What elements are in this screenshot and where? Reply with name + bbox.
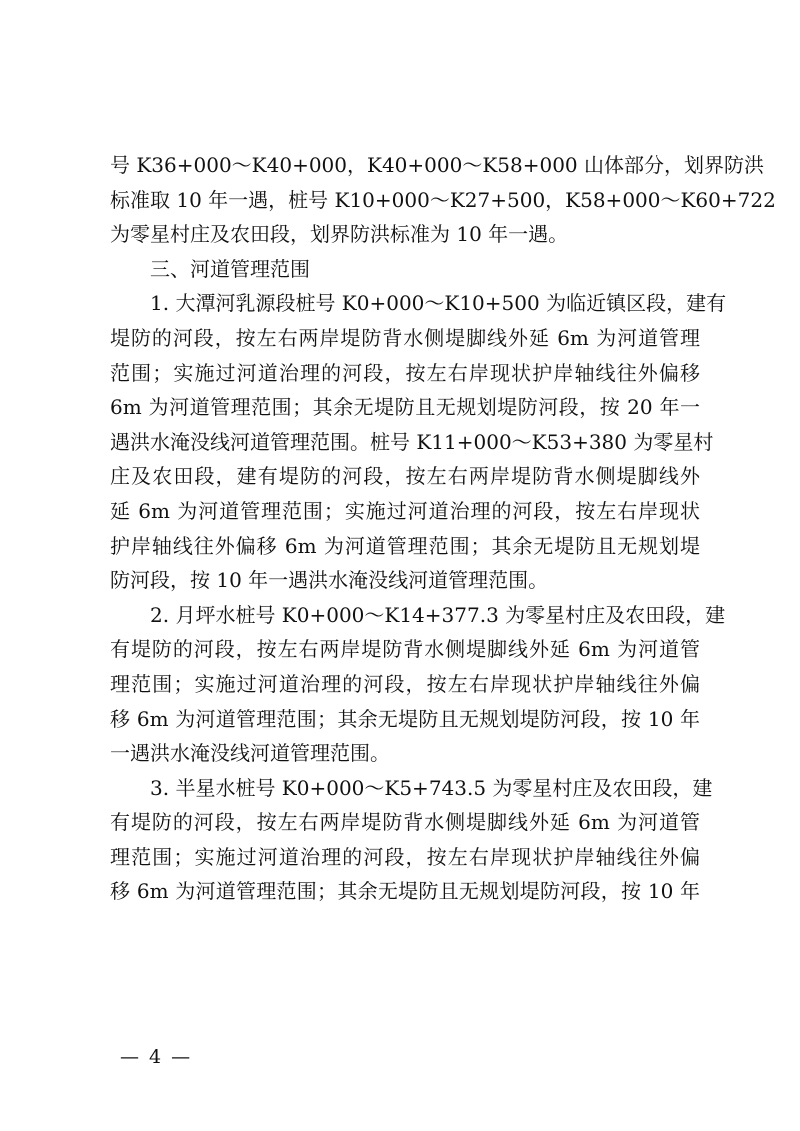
text-line: 号 K36+000～K40+000，K40+000～K58+000 山体部分，划界防洪 — [110, 153, 765, 177]
text-line: 为零星村庄及农田段，划界防洪标准为 10 年一遇。 — [110, 222, 569, 247]
text-line: 遇洪水淹没线河道管理范围。桩号 K11+000～K53+380 为零星村 — [110, 429, 714, 454]
text-line: 理范围；实施过河道治理的河段，按左右岸现状护岸轴线往外偏 — [110, 671, 700, 696]
text-line: 6m 为河道管理范围；其余无堤防且无规划堤防河段，按 20 年一 — [110, 395, 700, 420]
text-line: 3. 半星水桩号 K0+000～K5+743.5 为零星村庄及农田段，建 — [150, 775, 713, 800]
text-line: 庄及农田段，建有堤防的河段，按左右两岸堤防背水侧堤脚线外 — [110, 464, 700, 489]
text-line: 移 6m 为河道管理范围；其余无堤防且无规划堤防河段，按 10 年 — [110, 879, 700, 904]
paragraph-item-1 — [110, 286, 727, 597]
text-line: 范围；实施过河道治理的河段，按左右岸现状护岸轴线往外偏移 — [110, 360, 700, 385]
text-line: 一遇洪水淹没线河道管理范围。 — [110, 741, 390, 766]
text-line: 移 6m 为河道管理范围；其余无堤防且无规划堤防河段，按 10 年 — [110, 706, 700, 731]
section-heading: 三、河道管理范围 — [150, 256, 310, 281]
text-line: 护岸轴线往外偏移 6m 为河道管理范围；其余无堤防且无规划堤 — [110, 533, 700, 558]
text-line: 2. 月坪水桩号 K0+000～K14+377.3 为零星村庄及农田段，建 — [150, 602, 726, 627]
paragraph-item-2 — [110, 598, 726, 771]
continuation-paragraph — [110, 148, 776, 252]
document-body — [110, 148, 776, 909]
text-line: 堤防的河段，按左右两岸堤防背水侧堤脚线外延 6m 为河道管理 — [110, 325, 700, 350]
text-line: 防河段，按 10 年一遇洪水淹没线河道管理范围。 — [110, 568, 549, 593]
text-line: 有堤防的河段，按左右两岸堤防背水侧堤脚线外延 6m 为河道管 — [110, 637, 700, 662]
text-line: 有堤防的河段，按左右两岸堤防背水侧堤脚线外延 6m 为河道管 — [110, 810, 700, 835]
page-number: — 4 — — [120, 1046, 193, 1068]
text-line: 1. 大潭河乳源段桩号 K0+000～K10+500 为临近镇区段，建有 — [150, 291, 727, 316]
text-line: 理范围；实施过河道治理的河段，按左右岸现状护岸轴线往外偏 — [110, 844, 700, 869]
text-line: 标准取 10 年一遇，桩号 K10+000～K27+500，K58+000～K60+722 — [110, 187, 776, 212]
text-line: 延 6m 为河道管理范围；实施过河道治理的河段，按左右岸现状 — [110, 498, 700, 523]
paragraph-item-3 — [110, 771, 713, 909]
